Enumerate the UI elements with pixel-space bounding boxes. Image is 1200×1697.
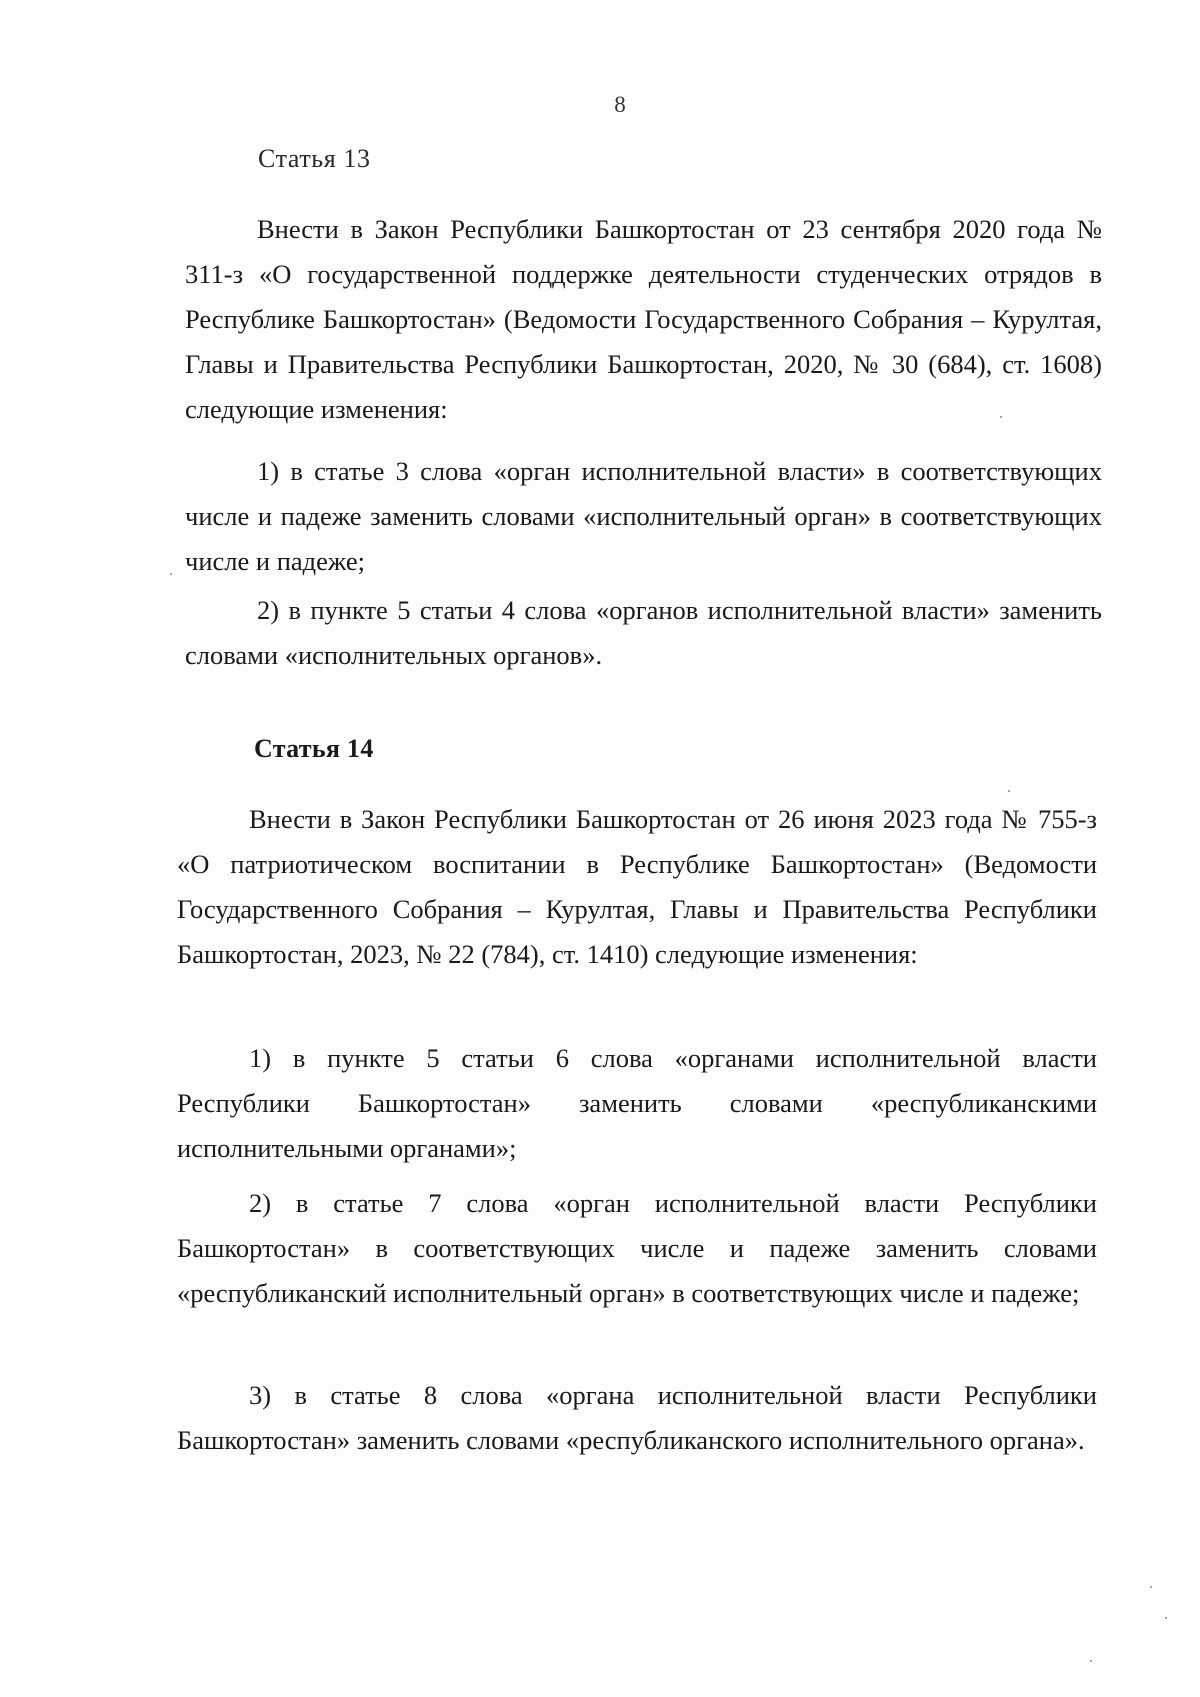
article-14-item-2: 2) в статье 7 слова «орган исполнительной власти Республики Башкортостан» в соответствующих числе и падеже заменить словами «республиканский исполнительный орган» в соответствующих числе и падеже;	[177, 1188, 1097, 1308]
scan-speck	[170, 573, 172, 575]
page-number: 8	[614, 92, 626, 117]
article-14-item-1: 1) в пункте 5 статьи 6 слова «органами исполнительной власти Республики Башкортостан» заменить словами «республиканскими исполнительными органами»;	[177, 1043, 1097, 1163]
scan-speck	[1000, 416, 1002, 418]
article-13-item-1: 1) в статье 3 слова «орган исполнительной власти» в соответствующих числе и падеже заменить словами «исполнительный орган» в соответствующих числе и падеже;	[185, 456, 1102, 576]
scan-speck	[1090, 1660, 1092, 1662]
article-14-item-3: 3) в статье 8 слова «органа исполнительной власти Республики Башкортостан» заменить словами «республиканского исполнительного органа».	[177, 1380, 1097, 1455]
article-14-heading: Статья 14	[254, 734, 374, 763]
article-14-intro-paragraph: Внести в Закон Республики Башкортостан от 26 июня 2023 года № 755-з «О патриотическом воспитании в Республике Башкортостан» (Ведомости Государственного Собрания – Курултая, Главы и Правительства Республики Башкортостан, 2023, № 22 (784), ст. 1410) следующие изменения:	[177, 804, 1097, 969]
article-13-heading: Статья 13	[258, 144, 371, 173]
scan-speck	[1150, 1586, 1152, 1588]
article-13-intro-paragraph: Внести в Закон Республики Башкортостан от 23 сентября 2020 года № 311-з «О государственной поддержке деятельности студенческих отрядов в Республике Башкортостан» (Ведомости Государственного Собрания – Курултая, Главы и Правительства Республики Башкортостан, 2020, № 30 (684), ст. 1608) следующие изменения:	[185, 214, 1102, 424]
article-13-item-2: 2) в пункте 5 статьи 4 слова «органов исполнительной власти» заменить словами «исполнительных органов».	[185, 595, 1102, 670]
scan-speck	[1008, 790, 1010, 792]
scan-speck	[1165, 1617, 1167, 1619]
